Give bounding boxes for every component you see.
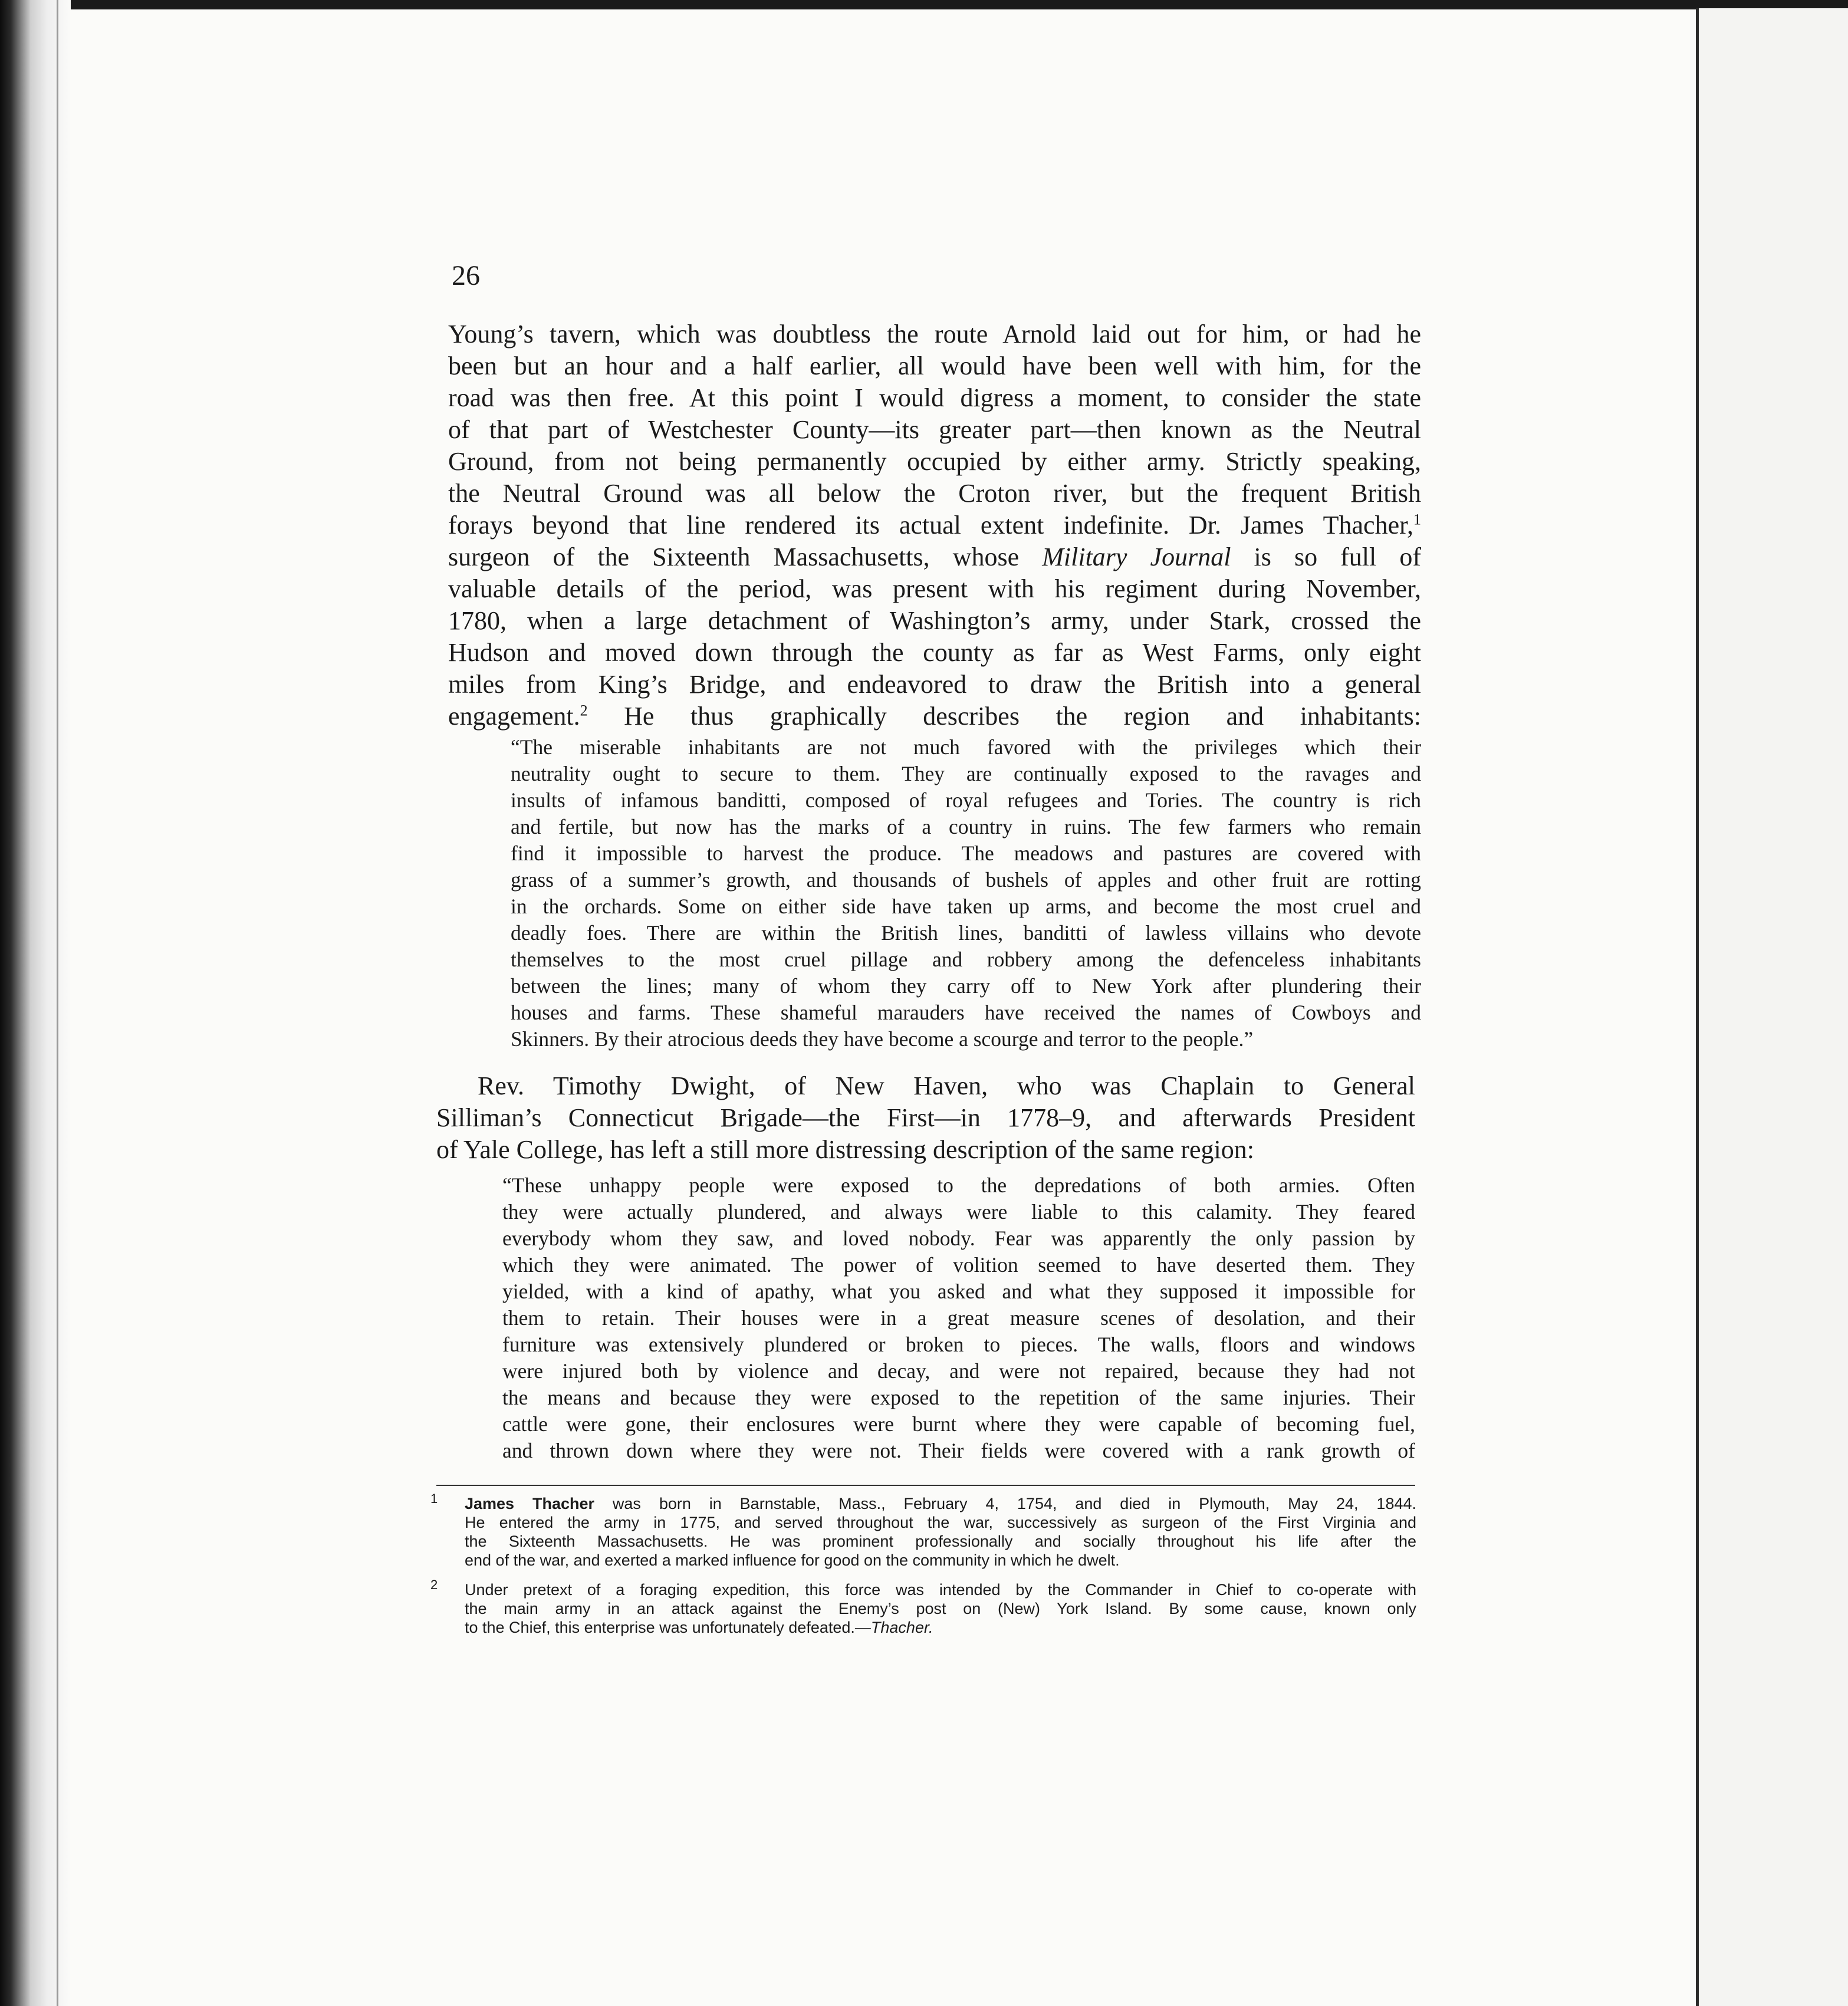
footnote-divider: [436, 1485, 1415, 1486]
text-span: Under pretext of a foraging expedition, this force was intended by the Commander in Chief to co-operate with: [465, 1581, 1416, 1599]
text-line: of that part of Westchester County—its greater part—then known as the Neutral: [448, 415, 1421, 444]
text-line: valuable details of the period, was present with his regiment during November,: [448, 574, 1421, 603]
text-line: Rev. Timothy Dwight, of New Haven, who was Chaplain to General: [478, 1071, 1415, 1100]
main-paragraph: [448, 318, 1421, 732]
quote-line: cattle were gone, their enclosures were burnt where they were capable of becoming fuel,: [502, 1412, 1415, 1436]
quote-line: which they were animated. The power of volition seemed to have deserted them. They: [502, 1253, 1415, 1277]
quote-line: yielded, with a kind of apathy, what you asked and what they supposed it impossible for: [502, 1280, 1415, 1303]
footnotes: [430, 1489, 1416, 1637]
text-span: is so full of: [1231, 542, 1421, 571]
quote-line: houses and farms. These shameful marauders have received the names of Cowboys and: [511, 1001, 1421, 1024]
text-line: Silliman’s Connecticut Brigade—the First—in 1778–9, and afterwards President: [436, 1103, 1415, 1132]
footnote-1-line: [430, 1489, 1416, 1513]
quote-line: the means and because they were exposed to the repetition of the same injuries. Their: [502, 1386, 1415, 1409]
text-line: the Neutral Ground was all below the Croton river, but the frequent British: [448, 479, 1421, 508]
quote-line: themselves to the most cruel pillage and robbery among the defenceless inhabitants: [511, 948, 1421, 971]
footnote-ref-1: 1: [1413, 511, 1421, 528]
text-line: miles from King’s Bridge, and endeavored to draw the British into a general: [448, 670, 1421, 699]
page-number: 26: [452, 260, 480, 291]
text-span: He thus graphically describes the region and inhabitants:: [624, 702, 1422, 731]
quote-line: deadly foes. There are within the British lines, banditti of lawless villains who devote: [511, 921, 1421, 945]
text-span: engagement.: [448, 702, 580, 731]
quote-line: and thrown down where they were not. Their fields were covered with a rank growth of: [502, 1439, 1415, 1462]
text-line: [448, 541, 1421, 573]
journal-title: Military Journal: [1042, 542, 1231, 571]
dwight-paragraph: [436, 1070, 1415, 1166]
footnote-1-name: James Thacher: [465, 1495, 595, 1512]
footnote-ref-2: 2: [580, 702, 588, 719]
text-line: road was then free. At this point I would digress a moment, to consider the state: [448, 383, 1421, 412]
footnote-marker: 2: [430, 1577, 438, 1592]
text-line: of Yale College, has left a still more distressing description of the same region:: [436, 1135, 1254, 1164]
quote-line: insults of infamous banditti, composed of royal refugees and Tories. The country is rich: [511, 788, 1421, 812]
footnote-2-line: [430, 1618, 1416, 1637]
page-gutter-line: [57, 0, 58, 2006]
quote-line: and fertile, but now has the marks of a country in ruins. The few farmers who remain: [511, 815, 1421, 838]
quote-line: Skinners. By their atrocious deeds they have become a scourge and terror to the people.”: [511, 1027, 1254, 1051]
footnote-1-line: end of the war, and exerted a marked influence for good on the community in which he dwelt.: [465, 1551, 1120, 1569]
text-line: Ground, from not being permanently occupied by either army. Strictly speaking,: [448, 447, 1421, 476]
footnote-marker: 1: [430, 1491, 438, 1506]
quote-line: “These unhappy people were exposed to the depredations of both armies. Often: [502, 1173, 1415, 1197]
quote-line: everybody whom they saw, and loved nobody. Fear was apparently the only passion by: [502, 1226, 1415, 1250]
text-line: [448, 701, 1421, 732]
book-spine-shadow: [0, 0, 71, 2006]
text-span: forays beyond that line rendered its actual extent indefinite. Dr. James Thacher,: [448, 511, 1413, 540]
quote-line: between the lines; many of whom they carry off to New York after plundering their: [511, 974, 1421, 998]
quote-line: “The miserable inhabitants are not much favored with the privileges which their: [511, 735, 1421, 759]
text-line: Young’s tavern, which was doubtless the route Arnold laid out for him, or had he: [448, 320, 1421, 348]
scan-top-edge: [0, 0, 1848, 9]
adjacent-page-margin: [1699, 8, 1848, 2006]
footnote-1-line: the Sixteenth Massachusetts. He was prominent professionally and socially throughout his life after the: [465, 1533, 1416, 1550]
text-line: 1780, when a large detachment of Washington’s army, under Stark, crossed the: [448, 606, 1421, 635]
quote-line: neutrality ought to secure to them. They are continually exposed to the ravages and: [511, 762, 1421, 785]
quote-line: in the orchards. Some on either side have taken up arms, and become the most cruel and: [511, 895, 1421, 918]
text-span: surgeon of the Sixteenth Massachusetts, whose: [448, 542, 1020, 571]
footnote-2-line: the main army in an attack against the Enemy’s post on (New) York Island. By some cause, known only: [465, 1600, 1416, 1617]
quote-line: them to retain. Their houses were in a great measure scenes of desolation, and their: [502, 1306, 1415, 1330]
thacher-quote: [511, 734, 1421, 1053]
text-span: was born in Barnstable, Mass., February 4, 1754, and died in Plymouth, May 24, 1844.: [612, 1495, 1417, 1512]
text-line: been but an hour and a half earlier, all would have been well with him, for the: [448, 351, 1421, 380]
quote-line: were injured both by violence and decay, and were not repaired, because they had not: [502, 1359, 1415, 1383]
quote-line: find it impossible to harvest the produce. The meadows and pastures are covered with: [511, 841, 1421, 865]
text-line: Hudson and moved down through the county as far as West Farms, only eight: [448, 638, 1421, 667]
quote-line: they were actually plundered, and always were liable to this calamity. They feared: [502, 1200, 1415, 1224]
text-line: [448, 509, 1421, 541]
dwight-quote: [502, 1172, 1415, 1464]
footnote-2-line: [430, 1576, 1416, 1599]
quote-line: furniture was extensively plundered or broken to pieces. The walls, floors and windows: [502, 1333, 1415, 1356]
footnote-2-source: Thacher.: [870, 1619, 933, 1636]
footnote-1-line: He entered the army in 1775, and served throughout the war, successively as surgeon of the First Virginia and: [465, 1514, 1416, 1531]
quote-line: grass of a summer’s growth, and thousands of bushels of apples and other fruit are rotting: [511, 868, 1421, 892]
text-span: to the Chief, this enterprise was unfortunately defeated.—: [465, 1619, 871, 1636]
